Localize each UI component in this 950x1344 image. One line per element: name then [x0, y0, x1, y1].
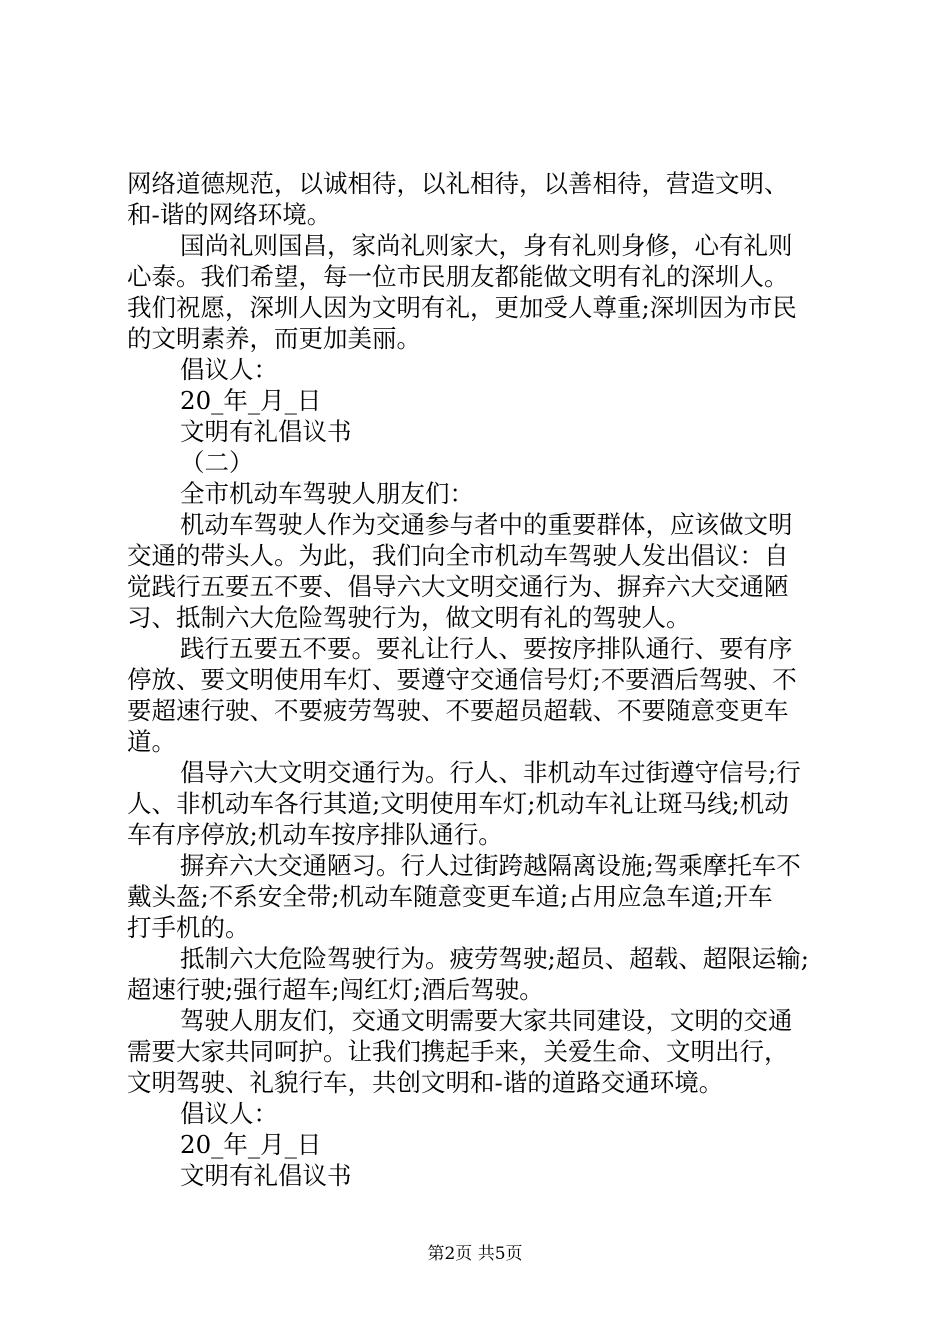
- text-line: 20_年_月_日: [180, 386, 322, 415]
- text-line: 文明有礼倡议书: [180, 1161, 352, 1190]
- text-line: 和-谐的网络环境。: [127, 200, 332, 229]
- text-line: 习、抵制六大危险驾驶行为，做文明有礼的驾驶人。: [127, 603, 691, 632]
- text-line: 要超速行驶、不要疲劳驾驶、不要超员超载、不要随意变更车: [127, 696, 789, 725]
- text-line: 打手机的。: [127, 913, 250, 942]
- document-body: [127, 168, 843, 1191]
- text-line: 全市机动车驾驶人朋友们：: [180, 479, 474, 508]
- text-line: 网络道德规范，以诚相待，以礼相待，以善相待，营造文明、: [127, 169, 789, 198]
- text-line: 20_年_月_日: [180, 1130, 322, 1159]
- text-line: 戴头盔;不系安全带;机动车随意变更车道;占用应急车道;开车: [127, 882, 773, 911]
- text-line: 倡议人：: [180, 355, 278, 384]
- text-line: （二）: [180, 448, 254, 477]
- text-line: 交通的带头人。为此，我们向全市机动车驾驶人发出倡议：自: [127, 541, 789, 570]
- text-line: 觉践行五要五不要、倡导六大文明交通行为、摒弃六大交通陋: [127, 572, 789, 601]
- text-line: 机动车驾驶人作为交通参与者中的重要群体，应该做文明: [180, 510, 793, 539]
- text-line: 抵制六大危险驾驶行为。疲劳驾驶;超员、超载、超限运输;: [180, 944, 810, 973]
- text-line: 文明有礼倡议书: [180, 417, 352, 446]
- text-line: 车有序停放;机动车按序排队通行。: [127, 820, 503, 849]
- text-line: 摒弃六大交通陋习。行人过街跨越隔离设施;驾乘摩托车不: [180, 851, 801, 880]
- text-line: 心泰。我们希望，每一位市民朋友都能做文明有礼的深圳人。: [127, 262, 789, 291]
- text-line: 人、非机动车各行其道;文明使用车灯;机动车礼让斑马线;机动: [127, 789, 789, 818]
- text-line: 需要大家共同呵护。让我们携起手来，关爱生命、文明出行，: [127, 1037, 789, 1066]
- text-line: 道。: [127, 727, 176, 756]
- text-line: 倡导六大文明交通行为。行人、非机动车过街遵守信号;行: [180, 758, 801, 787]
- text-line: 我们祝愿，深圳人因为文明有礼，更加受人尊重;深圳因为市民: [127, 293, 797, 322]
- page-footer: 第2页 共5页: [427, 1244, 523, 1264]
- text-line: 驾驶人朋友们，交通文明需要大家共同建设，文明的交通: [180, 1006, 793, 1035]
- text-line: 停放、要文明使用车灯、要遵守交通信号灯;不要酒后驾驶、不: [127, 665, 797, 694]
- text-line: 的文明素养，而更加美丽。: [127, 324, 421, 353]
- text-line: 倡议人：: [180, 1099, 278, 1128]
- text-line: 践行五要五不要。要礼让行人、要按序排队通行、要有序: [180, 634, 793, 663]
- text-line: 国尚礼则国昌，家尚礼则家大，身有礼则身修，心有礼则: [180, 231, 793, 260]
- text-line: 超速行驶;强行超车;闯红灯;酒后驾驶。: [127, 975, 544, 1004]
- text-line: 文明驾驶、礼貌行车，共创文明和-谐的道路交通环境。: [127, 1068, 724, 1097]
